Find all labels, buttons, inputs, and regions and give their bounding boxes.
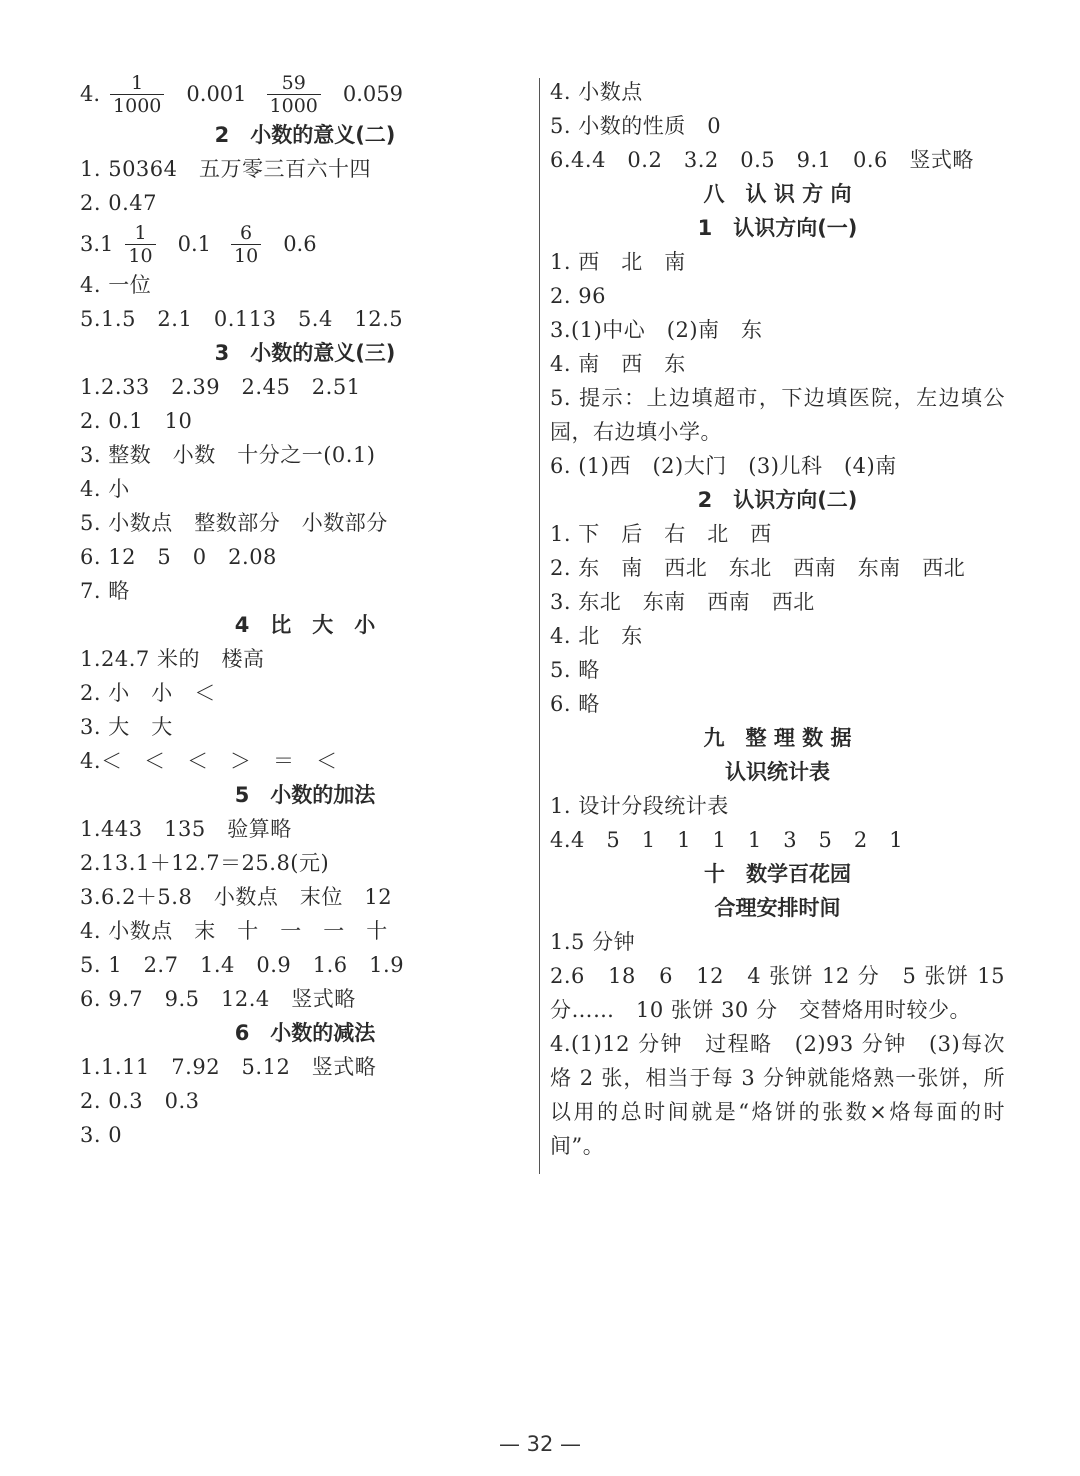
left-column xyxy=(80,70,530,1152)
answer-line: 4. 一位 xyxy=(80,273,152,297)
chapter-heading: 十 数学百花园 xyxy=(704,862,851,886)
answer-line: 5. 1 2.7 1.4 0.9 1.6 1.9 xyxy=(80,953,405,977)
fraction xyxy=(110,72,164,117)
column-divider xyxy=(539,78,540,1174)
answer-line: 5. 略 xyxy=(550,658,600,682)
answer-line: 2.13.1＋12.7＝25.8(元) xyxy=(80,851,330,875)
answer-line: 7. 略 xyxy=(80,579,130,603)
answer-line: 4. 小数点 xyxy=(550,80,643,104)
section-heading: 3 小数的意义(三) xyxy=(214,341,396,365)
section-heading: 合理安排时间 xyxy=(714,896,841,920)
answer-line: 6. 略 xyxy=(550,692,600,716)
denominator: 10 xyxy=(231,244,261,267)
numerator: 59 xyxy=(281,71,306,94)
answer-line: 5.1.5 2.1 0.113 5.4 12.5 xyxy=(80,307,404,331)
numerator: 1 xyxy=(134,221,147,244)
section-heading: 2 小数的意义(二) xyxy=(214,123,396,147)
answer-line: 4.(1)12 分钟 过程略 (2)93 分钟 (3)每次烙 2 张，相当于每 3 分钟就能烙熟一张饼，所以用的总时间就是“烙饼的张数×烙每面的时间”。 xyxy=(550,1032,1005,1158)
answer-line: 1.1.11 7.92 5.12 竖式略 xyxy=(80,1055,377,1079)
answer-line: 4. 北 东 xyxy=(550,624,643,648)
answer-line: 2. 小 小 ＜ xyxy=(80,681,216,705)
fraction xyxy=(125,222,155,267)
denominator: 1000 xyxy=(267,94,321,117)
answer-line: 2. 0.1 10 xyxy=(80,409,193,433)
answer-line: 4. 南 西 东 xyxy=(550,352,686,376)
numerator: 6 xyxy=(240,221,253,244)
numerator: 1 xyxy=(131,71,144,94)
answer-line: 5. 提示：上边填超市，下边填医院，左边填公园，右边填小学。 xyxy=(550,386,1005,444)
answer-line: 6. (1)西 (2)大门 (3)儿科 (4)南 xyxy=(550,454,897,478)
answer-line: 1. 50364 五万零三百六十四 xyxy=(80,157,372,181)
denominator: 1000 xyxy=(110,94,164,117)
answer-line xyxy=(80,70,530,118)
fraction xyxy=(231,222,261,267)
answer-line: 1.5 分钟 xyxy=(550,930,636,954)
answer-line: 6.4.4 0.2 3.2 0.5 9.1 0.6 竖式略 xyxy=(550,148,974,172)
answer-line: 1.24.7 米的 楼高 xyxy=(80,647,265,671)
answer-line: 2.6 18 6 12 4 张饼 12 分 5 张饼 15 分…… 10 张饼 30 分 交替烙用时较少。 xyxy=(550,964,1005,1022)
answer-value: 0.6 xyxy=(283,232,317,256)
chapter-heading: 九 整 理 数 据 xyxy=(703,726,852,750)
answer-line: 1. 西 北 南 xyxy=(550,250,686,274)
fraction xyxy=(267,72,321,117)
answer-value: 0.001 xyxy=(186,82,247,106)
answer-line: 2. 0.47 xyxy=(80,191,157,215)
answer-line: 3. 整数 小数 十分之一(0.1) xyxy=(80,443,376,467)
answer-line: 2. 96 xyxy=(550,284,606,308)
answer-line: 2. 东 南 西北 东北 西南 东南 西北 xyxy=(550,556,966,580)
answer-line: 1.443 135 验算略 xyxy=(80,817,292,841)
answer-line: 4.4 5 1 1 1 1 3 5 2 1 xyxy=(550,828,904,852)
answer-line: 5. 小数点 整数部分 小数部分 xyxy=(80,511,388,535)
answer-line: 1. 下 后 右 北 西 xyxy=(550,522,772,546)
answer-line: 5. 小数的性质 0 xyxy=(550,114,722,138)
answer-line: 3.6.2＋5.8 小数点 末位 12 xyxy=(80,885,393,909)
answer-line: 3. 东北 东南 西南 西北 xyxy=(550,590,815,614)
answer-line: 6. 12 5 0 2.08 xyxy=(80,545,277,569)
answer-line: 3.(1)中心 (2)南 东 xyxy=(550,318,763,342)
answer-line: 4. 小数点 末 十 一 一 十 xyxy=(80,919,388,943)
answer-line: 3. 0 xyxy=(80,1123,123,1147)
section-heading: 4 比 大 小 xyxy=(234,613,376,637)
answer-value: 0.059 xyxy=(342,82,404,106)
answer-line: 4.＜ ＜ ＜ ＞ ＝ ＜ xyxy=(80,749,338,773)
answer-line: 1. 设计分段统计表 xyxy=(550,794,729,818)
answer-line: 1.2.33 2.39 2.45 2.51 xyxy=(80,375,361,399)
page-number: — 32 — xyxy=(498,1432,582,1456)
denominator: 10 xyxy=(125,244,155,267)
answer-line: 4. 小 xyxy=(80,477,130,501)
section-heading: 1 认识方向(一) xyxy=(697,216,858,240)
section-heading: 认识统计表 xyxy=(725,760,830,784)
answer-line xyxy=(80,220,530,268)
answer-prefix: 4. xyxy=(80,82,101,106)
section-heading: 2 认识方向(二) xyxy=(697,488,858,512)
answer-prefix: 3.1 xyxy=(80,232,114,256)
chapter-heading: 八 认 识 方 向 xyxy=(703,182,852,206)
answer-line: 6. 9.7 9.5 12.4 竖式略 xyxy=(80,987,356,1011)
answer-line: 3. 大 大 xyxy=(80,715,173,739)
answer-value: 0.1 xyxy=(177,232,211,256)
section-heading: 5 小数的加法 xyxy=(234,783,376,807)
right-column xyxy=(550,75,1005,1163)
section-heading: 6 小数的减法 xyxy=(234,1021,376,1045)
answer-line: 2. 0.3 0.3 xyxy=(80,1089,200,1113)
